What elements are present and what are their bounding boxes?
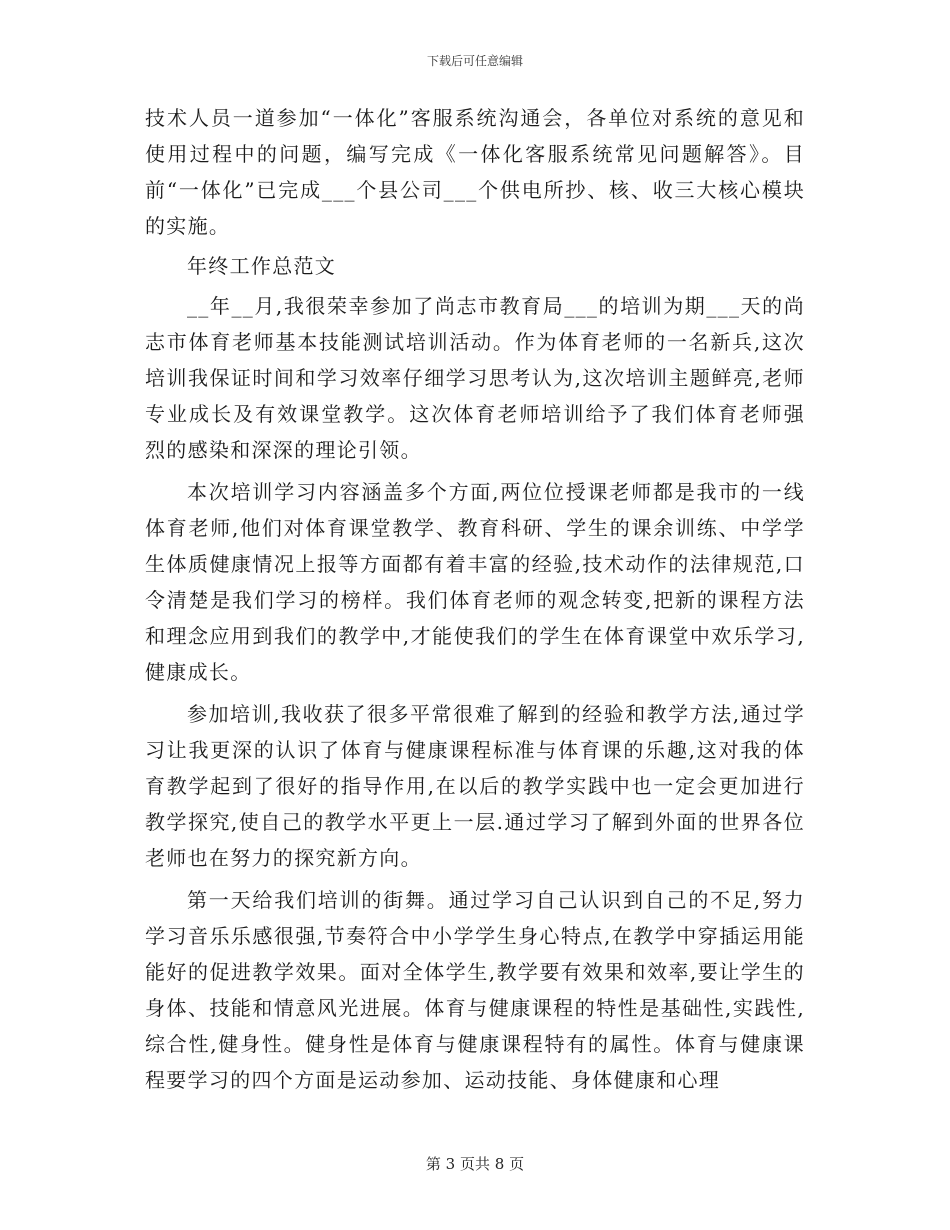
section-heading: 年终工作总范文	[187, 254, 337, 278]
document-body	[145, 100, 805, 1098]
body-paragraph: 参加培训,我收获了很多平常很难了解到的经验和教学方法,通过学习让我更深的认识了体育与健康课程标准与体育课的乐趣,这对我的体育教学起到了很好的指导作用,在以后的教学实践中也一定会更加进行教学探究,使自己的教学水平更上一层.通过学习了解到外面的世界各位老师也在努力的探究新方向。	[145, 702, 805, 870]
body-paragraph: 第一天给我们培训的街舞。通过学习自己认识到自己的不足,努力学习音乐乐感很强,节奏符合中小学学生身心特点,在教学中穿插运用能能好的促进教学效果。面对全体学生,教学要有效果和效率,要让学生的身体、技能和情意风光进展。体育与健康课程的特性是基础性,实践性,综合性,健身性。健身性是体育与健康课程特有的属性。体育与健康课程要学习的四个方面是运动参加、运动技能、身体健康和心理	[145, 888, 805, 1092]
body-paragraph: 本次培训学习内容涵盖多个方面,两位位授课老师都是我市的一线体育老师,他们对体育课堂教学、教育科研、学生的课余训练、中学学生体质健康情况上报等方面都有着丰富的经验,技术动作的法律规范,口令清楚是我们学习的榜样。我们体育老师的观念转变,把新的课程方法和理念应用到我们的教学中,才能使我们的学生在体育课堂中欢乐学习,健康成长。	[145, 480, 805, 684]
continuation-paragraph: 技术人员一道参加“一体化”客服系统沟通会，各单位对系统的意见和使用过程中的问题，编写完成《一体化客服系统常见问题解答》。目前“一体化”已完成___个县公司___个供电所抄、核、收三大核心模块的实施。	[145, 106, 805, 238]
body-paragraph: __年__月,我很荣幸参加了尚志市教育局___的培训为期___天的尚志市体育老师基本技能测试培训活动。作为体育老师的一名新兵,这次培训我保证时间和学习效率仔细学习思考认为,这次培训主题鲜亮,老师专业成长及有效课堂教学。这次体育老师培训给予了我们体育老师强烈的感染和深深的理论引领。	[145, 294, 805, 462]
page-number-footer: 第 3 页共 8 页	[425, 1155, 525, 1173]
page-header: 下载后可任意编辑	[426, 54, 523, 68]
